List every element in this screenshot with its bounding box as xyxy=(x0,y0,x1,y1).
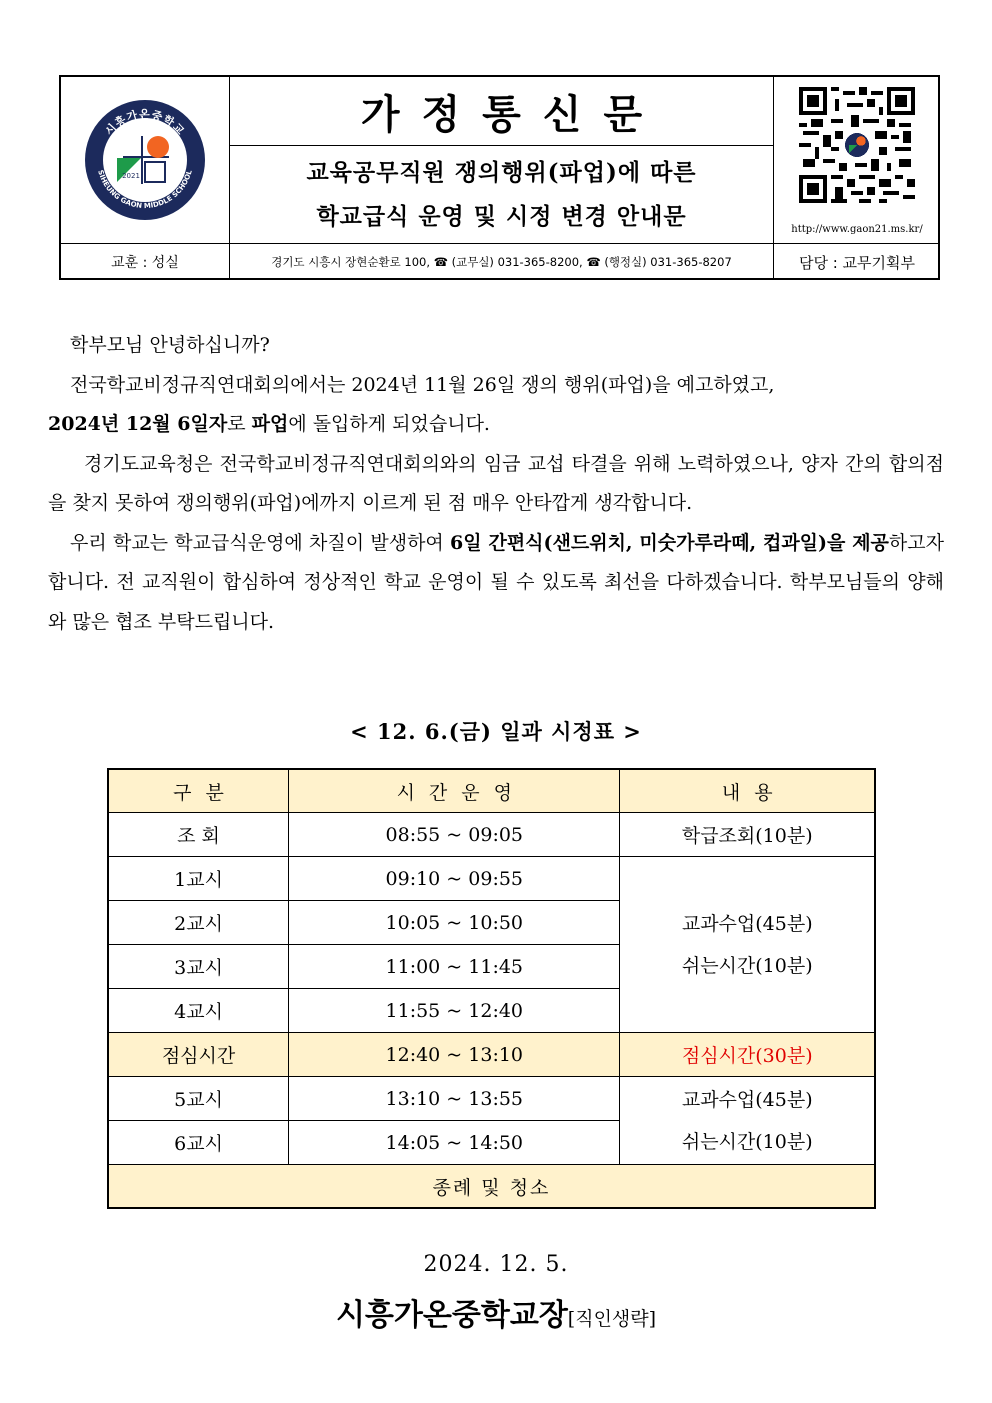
time-cell: 09:10 ~ 09:55 xyxy=(289,857,620,901)
break-content: 쉬는시간(10분) xyxy=(681,1130,813,1153)
paragraph-1-end: 에 돌입하게 되었습니다. xyxy=(288,413,490,435)
period-cell: 3교시 xyxy=(108,945,289,989)
schedule-title: < 12. 6.(금) 일과 시정표 > xyxy=(350,719,642,744)
time-cell: 11:55 ~ 12:40 xyxy=(289,989,620,1033)
subtitle-line-1: 교육공무직원 쟁의행위(파업)에 따른 xyxy=(306,158,697,186)
school-motto: 교훈 : 성실 xyxy=(111,255,179,271)
school-address: 경기도 시흥시 장현순환로 100, ☎ (교무실) 031-365-8200, ☎ (행정실) 031-365-8207 xyxy=(271,255,732,269)
document-subtitle xyxy=(230,146,773,243)
period-cell: 1교시 xyxy=(108,857,289,901)
title-cell xyxy=(230,77,773,243)
paragraph-1-line-2 xyxy=(48,405,944,445)
subtitle-line-2: 학교급식 운영 및 시정 변경 안내문 xyxy=(316,202,687,230)
content-cell-merged-am xyxy=(620,857,875,1033)
time-cell: 12:40 ~ 13:10 xyxy=(289,1033,620,1077)
dismissal-row xyxy=(108,1165,875,1209)
schedule-header-row xyxy=(108,769,875,813)
school-url[interactable]: http://www.gaon21.ms.kr/ xyxy=(791,224,923,235)
schedule-table xyxy=(107,768,876,1209)
logo-ring-text: 시흥가온중학교 xyxy=(102,108,188,139)
period-cell: 조 회 xyxy=(108,813,289,857)
paragraph-2: 경기도교육청은 전국학교비정규직연대회의와의 임금 교섭 타결을 위해 노력하였으나, 양자 간의 합의점을 찾지 못하여 쟁의행위(파업)에까지 이르게 된 점 매우 안타깝게 생각합니다. xyxy=(48,452,944,514)
header-time: 시간운영 xyxy=(289,769,620,813)
dismissal-cell: 종례 및 청소 xyxy=(108,1165,875,1209)
qr-code-icon[interactable] xyxy=(799,87,915,203)
department: 담당 : 교무기획부 xyxy=(798,253,916,272)
paragraph-3-start: 우리 학교는 학교급식운영에 차질이 발생하여 xyxy=(70,531,451,554)
issue-date: 2024. 12. 5. xyxy=(423,1252,569,1277)
content-cell: 학급조회(10분) xyxy=(620,813,875,857)
time-cell: 10:05 ~ 10:50 xyxy=(289,901,620,945)
table-row xyxy=(108,1077,875,1121)
letter-body xyxy=(48,326,944,642)
class-content: 교과수업(45분) xyxy=(681,912,813,935)
strike-date: 2024년 12월 6일자 xyxy=(48,413,228,435)
time-cell: 13:10 ~ 13:55 xyxy=(289,1077,620,1121)
school-logo xyxy=(83,98,207,222)
time-cell: 08:55 ~ 09:05 xyxy=(289,813,620,857)
paragraph-1-connector: 로 xyxy=(227,413,252,435)
class-content: 교과수업(45분) xyxy=(681,1088,813,1111)
logo-year: 2021 xyxy=(122,172,140,180)
paragraph-1-line-1: 전국학교비정규직연대회의에서는 2024년 11월 26일 쟁의 행위(파업)을 예고하였고, xyxy=(70,373,775,396)
period-cell: 6교시 xyxy=(108,1121,289,1165)
lunch-content-cell: 점심시간(30분) xyxy=(620,1033,875,1077)
lunch-row xyxy=(108,1033,875,1077)
document-title: 가정통신문 xyxy=(360,90,665,138)
paragraph-3 xyxy=(48,524,944,643)
header-table xyxy=(59,75,940,280)
table-row xyxy=(108,857,875,901)
header-period: 구분 xyxy=(108,769,289,813)
header-info-row xyxy=(61,244,938,280)
signer xyxy=(0,1290,992,1334)
greeting: 학부모님 안녕하십니까? xyxy=(70,334,270,356)
time-cell: 11:00 ~ 11:45 xyxy=(289,945,620,989)
break-content: 쉬는시간(10분) xyxy=(681,954,813,977)
strike-word: 파업 xyxy=(251,413,289,435)
school-logo-cell xyxy=(61,77,229,243)
table-row xyxy=(108,813,875,857)
period-cell: 2교시 xyxy=(108,901,289,945)
logo-english-text: SIHEUNG GAON MIDDLE SCHOOL xyxy=(96,169,194,211)
period-cell: 4교시 xyxy=(108,989,289,1033)
period-cell: 점심시간 xyxy=(108,1033,289,1077)
paragraph-3-end: 하고자 합니다. 전 교직원이 합심하여 정상적인 학교 운영이 될 수 있도록 최선을 다하겠습니다. 학부모님들의 양해와 많은 협조 부탁드립니다. xyxy=(48,531,944,633)
seal-note: [직인생략] xyxy=(567,1308,657,1330)
signer-name: 시흥가온중학교장 xyxy=(335,1298,568,1333)
content-cell-merged-pm xyxy=(620,1077,875,1165)
period-cell: 5교시 xyxy=(108,1077,289,1121)
qr-cell xyxy=(774,77,940,243)
meal-info: 6일 간편식(샌드위치, 미숫가루라떼, 컵과일)을 제공 xyxy=(450,531,889,554)
time-cell: 14:05 ~ 14:50 xyxy=(289,1121,620,1165)
header-content: 내용 xyxy=(620,769,875,813)
